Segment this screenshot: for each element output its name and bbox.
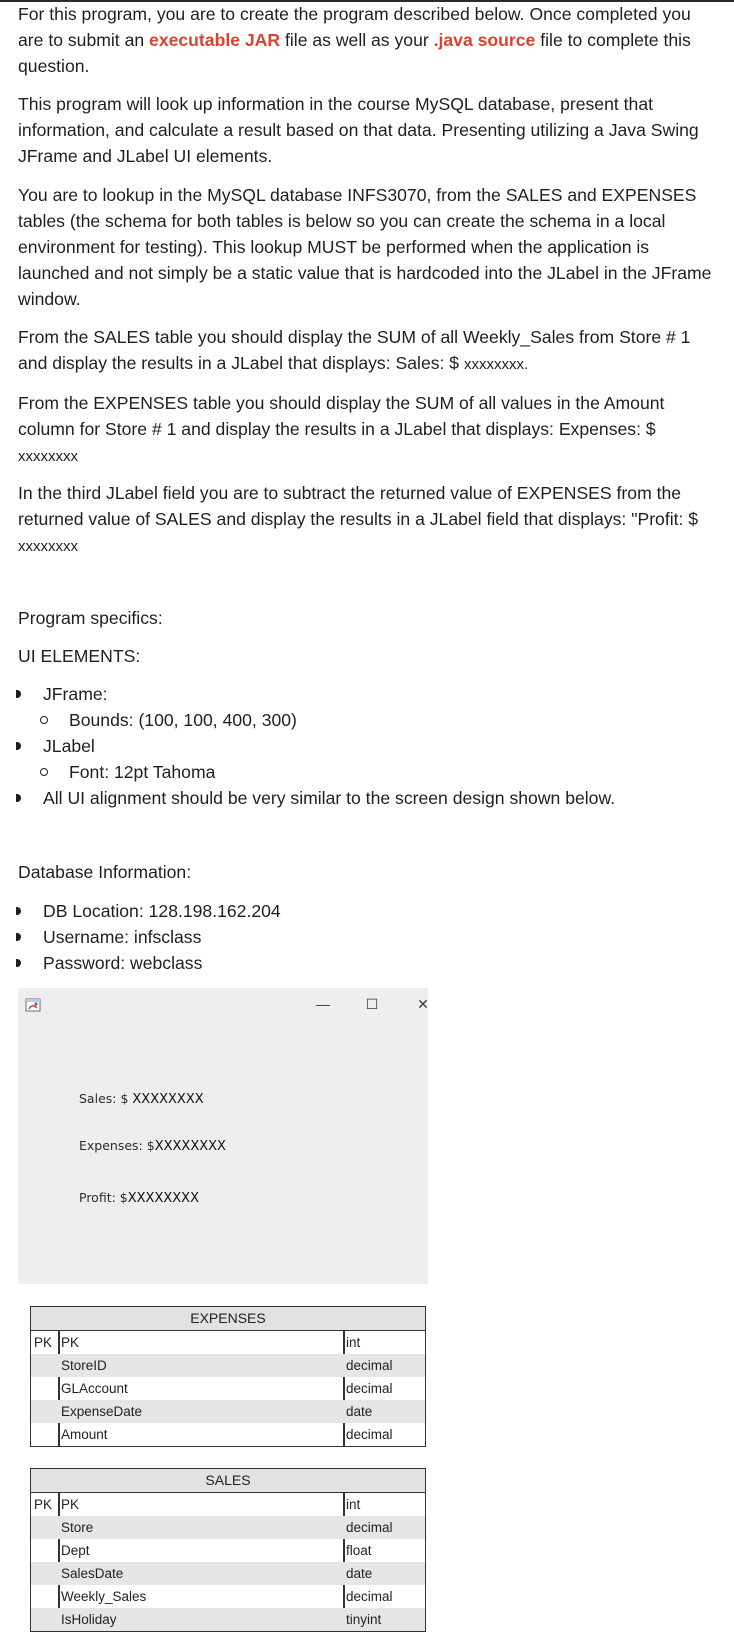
list-item: [18, 759, 718, 785]
db-location: DB Location: 128.198.162.204: [43, 901, 281, 921]
table-row: [31, 1516, 425, 1539]
db-password: Password: webclass: [43, 953, 203, 973]
table-row: [31, 1400, 425, 1423]
list-item: [18, 785, 718, 811]
type-cell: decimal: [346, 1427, 393, 1442]
database-list: [18, 898, 718, 976]
list-item: [18, 898, 718, 924]
executable-jar-highlight: executable JAR: [149, 30, 281, 50]
type-cell: int: [346, 1335, 361, 1350]
table-row: [31, 1608, 425, 1631]
intro-text-2: file as well as your: [280, 30, 434, 50]
list-item: [18, 924, 718, 950]
list-item: [18, 707, 718, 733]
bullet-icon: [16, 933, 21, 941]
sales-placeholder: xxxxxxxx.: [463, 356, 529, 373]
bullet-icon: [16, 690, 21, 698]
table-row: [31, 1562, 425, 1585]
close-button[interactable]: ✕: [417, 996, 429, 1012]
maximize-button[interactable]: ☐: [365, 996, 379, 1012]
profit-jlabel: [79, 1190, 199, 1206]
sales-schema-table: [30, 1468, 426, 1632]
bullet-icon: [16, 959, 21, 967]
type-cell: tinyint: [346, 1612, 382, 1627]
bullet-icon: [16, 794, 21, 802]
pk-cell: PK: [34, 1335, 53, 1350]
expenses-jlabel: [79, 1138, 226, 1154]
column-name-cell: GLAccount: [61, 1381, 128, 1396]
db-username: Username: infsclass: [43, 927, 202, 947]
jframe-mockup: [18, 988, 428, 1284]
circle-bullet-icon: [40, 716, 48, 724]
profit-value: XXXXXXXX: [127, 1191, 199, 1206]
table-row: [31, 1377, 425, 1400]
ui-elements-heading: UI ELEMENTS:: [18, 646, 141, 666]
type-cell: int: [346, 1497, 361, 1512]
jframe-item: JFrame:: [43, 684, 108, 704]
expenses-paragraph: [18, 390, 668, 470]
sales-paragraph: [18, 324, 708, 378]
column-name-cell: PK: [61, 1497, 80, 1512]
profit-placeholder: xxxxxxxx: [18, 538, 78, 555]
circle-bullet-icon: [40, 768, 48, 776]
column-name-cell: StoreID: [61, 1358, 107, 1373]
java-app-icon: [25, 996, 42, 1013]
table-row: [31, 1539, 425, 1562]
type-cell: decimal: [346, 1381, 393, 1396]
table-row: [31, 1423, 425, 1446]
sales-text: From the SALES table you should display the SUM of all Weekly_Sales from Store # 1 and display the results in a JLabel that displays: Sales: $: [18, 327, 691, 373]
profit-label-text: Profit: $: [79, 1190, 128, 1205]
lookup-paragraph: You are to lookup in the MySQL database INFS3070, from the SALES and EXPENSES tables (the schema for both tables is below so you can create the schema in a local environment for testing). This lookup MUST be performed when the application is launched and not simply be a static value that is hardcoded into the JLabel in the JFrame window.: [18, 185, 712, 309]
database-heading: Database Information:: [18, 862, 192, 882]
program-specifics-heading: Program specifics:: [18, 608, 163, 628]
type-cell: decimal: [346, 1520, 393, 1535]
expenses-value: XXXXXXXX: [154, 1139, 226, 1154]
column-name-cell: PK: [61, 1335, 80, 1350]
profit-paragraph: [18, 480, 708, 560]
font-item: Font: 12pt Tahoma: [69, 762, 216, 782]
alignment-item: All UI alignment should be very similar to the screen design shown below.: [43, 788, 616, 808]
type-cell: date: [346, 1404, 373, 1419]
list-item: [18, 681, 718, 707]
pk-cell: PK: [34, 1497, 53, 1512]
bounds-item: Bounds: (100, 100, 400, 300): [69, 710, 297, 730]
java-source-highlight: .java source: [433, 30, 536, 50]
bullet-icon: [16, 742, 21, 750]
column-name-cell: Amount: [61, 1427, 108, 1442]
sales-value: XXXXXXXX: [132, 1092, 204, 1107]
column-name-cell: Weekly_Sales: [61, 1589, 147, 1604]
expenses-label-text: Expenses: $: [79, 1138, 155, 1153]
column-name-cell: SalesDate: [61, 1566, 124, 1581]
table-row: [31, 1354, 425, 1377]
type-cell: decimal: [346, 1358, 393, 1373]
bullet-icon: [16, 907, 21, 915]
overview-paragraph: This program will look up information in the course MySQL database, present that information, and calculate a result based on that data. Presenting utilizing a Java Swing JFrame and JLabel UI elements.: [18, 94, 699, 166]
ui-elements-list: [18, 681, 718, 811]
intro-text-3: file to complete this question.: [18, 30, 691, 76]
expenses-schema-table: [30, 1306, 426, 1447]
minimize-button[interactable]: —: [316, 996, 330, 1012]
expenses-text: From the EXPENSES table you should display the SUM of all values in the Amount column for Store # 1 and display the results in a JLabel that displays: Expenses: $: [18, 393, 665, 439]
type-cell: date: [346, 1566, 373, 1581]
column-name-cell: Store: [61, 1520, 94, 1535]
intro-text-1: For this program, you are to create the program described below. Once completed you are to submit an: [18, 4, 691, 50]
intro-paragraph: [18, 1, 718, 79]
type-cell: float: [346, 1543, 372, 1558]
sales-label-text: Sales: $: [79, 1091, 129, 1106]
table-row: [31, 1331, 425, 1354]
type-cell: decimal: [346, 1589, 393, 1604]
column-name-cell: Dept: [61, 1543, 90, 1558]
list-item: [18, 733, 718, 759]
list-item: [18, 950, 718, 976]
column-name-cell: IsHoliday: [61, 1612, 117, 1627]
table-row: [31, 1493, 425, 1516]
sales-jlabel: [79, 1091, 204, 1107]
profit-text: In the third JLabel field you are to subtract the returned value of EXPENSES from the returned value of SALES and display the results in a JLabel field that displays: "Profit: $: [18, 483, 699, 529]
table-title: SALES: [31, 1469, 425, 1493]
jlabel-item: JLabel: [43, 736, 95, 756]
column-name-cell: ExpenseDate: [61, 1404, 143, 1419]
expenses-placeholder: xxxxxxxx: [18, 448, 78, 465]
table-row: [31, 1585, 425, 1608]
table-title: EXPENSES: [31, 1307, 425, 1331]
